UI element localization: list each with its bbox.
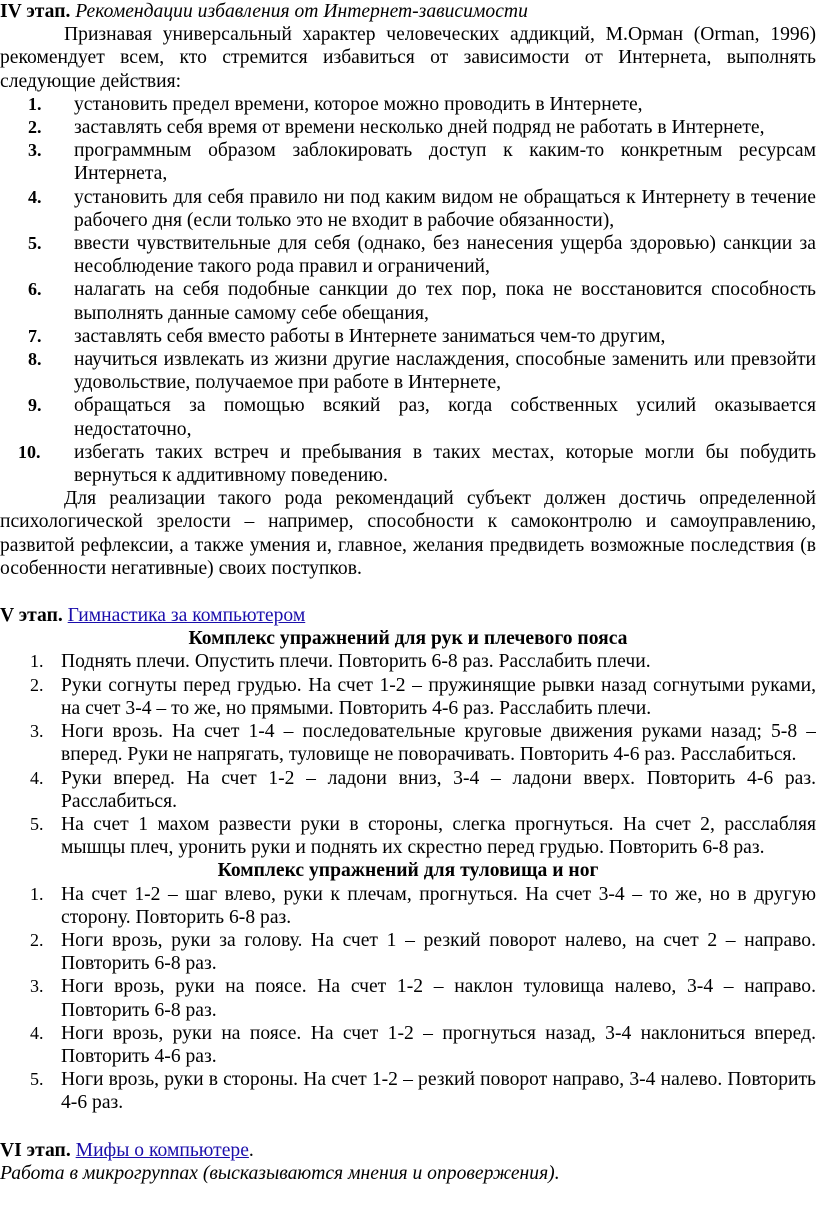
- list-text: На счет 1-2 – шаг влево, руки к плечам, прогнуться. На счет 3-4 – то же, но в другую сторону. Повторить 6-8 раз.: [61, 883, 816, 928]
- list-item: [0, 93, 816, 116]
- list-number: 1.: [30, 651, 44, 672]
- list-number: 5.: [28, 233, 42, 254]
- list-text: ввести чувствительные для себя (однако, без нанесения ущерба здоровью) санкции за несоблюдение такого рода правил и ограничений,: [74, 233, 816, 278]
- list-item: [0, 650, 816, 673]
- stage6-label: VI этап.: [0, 1139, 71, 1161]
- stage4-conclusion: Для реализации такого рода рекомендаций субъект должен достичь определенной психологической зрелости – например, способности к самоконтролю и самоуправлению, развитой рефлексии, а также умения и, главное, желания предвидеть возможные последствия (в особенности негативные) своих поступков.: [0, 488, 816, 579]
- complex1-title: Комплекс упражнений для рук и плечевого пояса: [188, 628, 628, 650]
- stage5-label: V этап.: [0, 605, 63, 627]
- list-number: 9.: [28, 395, 42, 416]
- spacer: [0, 1115, 816, 1139]
- list-text: научиться извлекать из жизни другие наслаждения, способные заменить или превзойти удовольствие, получаемое при работе в Интернете,: [74, 349, 816, 394]
- list-text: установить для себя правило ни под каким видом не обращаться к Интернету в течение рабочего дня (если только это не входит в рабочие обязанности),: [74, 186, 816, 231]
- stage6-note: Работа в микрогруппах (высказываются мнения и опровержения).: [0, 1162, 560, 1184]
- spacer: [0, 580, 816, 604]
- stage4-title: Рекомендации избавления от Интернет-зависимости: [75, 1, 528, 22]
- list-item: [0, 139, 816, 185]
- list-number: 1.: [30, 883, 44, 904]
- list-number: 3.: [28, 140, 42, 161]
- stage4-recommendations-list: [0, 93, 816, 487]
- list-number: 4.: [28, 186, 42, 207]
- list-item: [0, 767, 816, 813]
- complex1-list: [0, 650, 816, 859]
- list-text: программным образом заблокировать доступ к каким-то конкретным ресурсам Интернета,: [74, 140, 816, 185]
- stage4-intro: Признавая универсальный характер человеческих аддикций, М.Орман (Orman, 1996) рекомендует всем, кто стремится избавиться от зависимости от Интернета, выполнять следующие действия:: [0, 24, 816, 92]
- stage4-heading: [0, 0, 816, 23]
- list-text: Ноги врозь, руки в стороны. На счет 1-2 – резкий поворот направо, 3-4 налево. Повторить 4-6 раз.: [61, 1069, 816, 1114]
- list-item: [0, 720, 816, 766]
- list-text: Руки вперед. На счет 1-2 – ладони вниз, 3-4 – ладони вверх. Повторить 4-6 раз. Расслабиться.: [61, 767, 816, 812]
- complex2-title: Комплекс упражнений для туловища и ног: [217, 860, 599, 882]
- list-text: избегать таких встреч и пребывания в таких местах, которые могли бы побудить вернуться к аддитивному поведению.: [74, 441, 816, 487]
- list-text: Ноги врозь, руки на поясе. На счет 1-2 – прогнуться назад, 3-4 наклониться вперед. Повторить 4-6 раз.: [61, 1022, 816, 1067]
- list-text: Ноги врозь, руки на поясе. На счет 1-2 – наклон туловища налево, 3-4 – направо. Повторить 6-8 раз.: [61, 976, 816, 1021]
- list-item: [0, 278, 816, 324]
- list-text: Ноги врозь. На счет 1-4 – последовательные круговые движения руками назад; 5-8 – вперед. Руки не напрягать, туловище не поворачивать. Повторить 4-6 раз. Расслабиться.: [61, 721, 816, 766]
- list-number: 10.: [18, 441, 41, 462]
- gymnastics-link[interactable]: Гимнастика за компьютером: [67, 605, 306, 627]
- list-number: 8.: [28, 349, 42, 370]
- list-item: [0, 394, 816, 440]
- stage4-label: IV этап.: [0, 1, 71, 22]
- list-item: [0, 441, 816, 487]
- list-item: [0, 1022, 816, 1068]
- list-item: [0, 232, 816, 278]
- list-number: 5.: [30, 813, 44, 834]
- list-number: 1.: [28, 93, 42, 114]
- computer-myths-link[interactable]: Мифы о компьютере: [75, 1139, 249, 1161]
- list-text: налагать на себя подобные санкции до тех пор, пока не восстановится способность выполнять данные самому себе обещания,: [74, 279, 816, 324]
- list-item: [0, 883, 816, 929]
- list-text: установить предел времени, которое можно проводить в Интернете,: [74, 93, 643, 115]
- stage6-period: .: [248, 1139, 254, 1161]
- list-item: [0, 674, 816, 720]
- complex2-list: [0, 883, 816, 1115]
- list-number: 4.: [30, 1022, 44, 1043]
- list-item: [0, 186, 816, 232]
- list-text: На счет 1 махом развести руки в стороны, слегка прогнуться. На счет 2, расслабляя мышцы плеч, уронить руки и поднять их скрестно перед грудью. Повторить 6-8 раз.: [61, 813, 816, 859]
- list-item: [0, 348, 816, 394]
- list-item: [0, 929, 816, 975]
- list-number: 2.: [30, 929, 44, 950]
- list-text: обращаться за помощью всякий раз, когда собственных усилий оказывается недостаточно,: [74, 395, 816, 440]
- list-number: 4.: [30, 767, 44, 788]
- list-number: 5.: [30, 1069, 44, 1090]
- list-text: заставлять себя вместо работы в Интернете заниматься чем-то другим,: [74, 325, 666, 347]
- list-item: [0, 813, 816, 859]
- list-item: [0, 116, 816, 139]
- list-text: Руки согнуты перед грудью. На счет 1-2 – пружинящие рывки назад согнутыми руками, на счет 3-4 – то же, но прямыми. Повторить 4-6 раз. Расслабить плечи.: [61, 674, 816, 719]
- list-number: 2.: [30, 674, 44, 695]
- list-item: [0, 1068, 816, 1114]
- list-item: [0, 975, 816, 1021]
- list-number: 3.: [30, 976, 44, 997]
- list-number: 6.: [28, 279, 42, 300]
- list-text: Поднять плечи. Опустить плечи. Повторить 6-8 раз. Расслабить плечи.: [61, 651, 651, 673]
- stage6-heading: [0, 1139, 816, 1162]
- list-number: 3.: [30, 721, 44, 742]
- list-item: [0, 325, 816, 348]
- list-number: 7.: [28, 325, 42, 346]
- list-number: 2.: [28, 117, 42, 138]
- list-text: Ноги врозь, руки за голову. На счет 1 – резкий поворот налево, на счет 2 – направо. Повторить 6-8 раз.: [61, 929, 816, 975]
- stage5-heading: [0, 604, 816, 627]
- list-text: заставлять себя время от времени несколько дней подряд не работать в Интернете,: [74, 117, 765, 139]
